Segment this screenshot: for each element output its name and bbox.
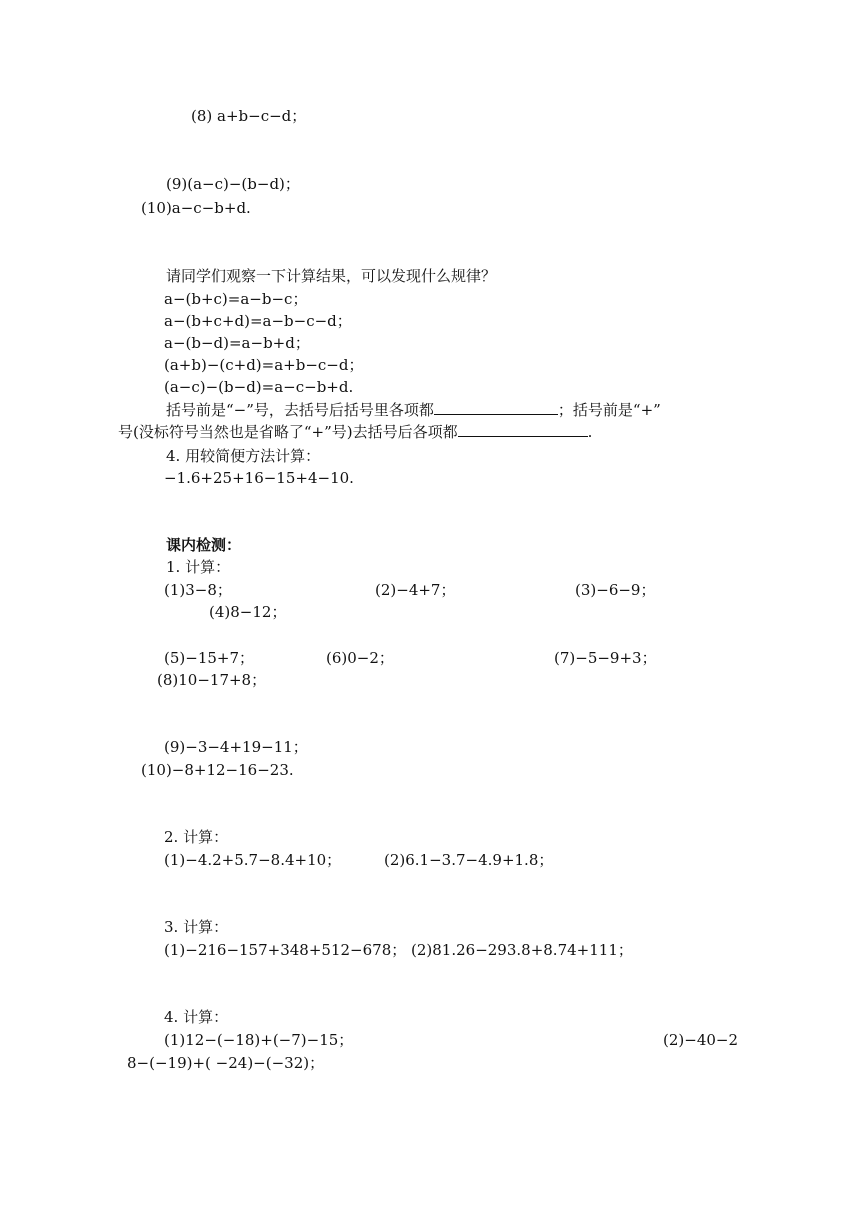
problem-3-item-2: (2)81.26−293.8+8.74+111； <box>411 941 633 959</box>
problem-2-item-1: (1)−4.2+5.7−8.4+10； <box>164 851 342 869</box>
problem-1-item-9: (9)−3−4+19−11； <box>164 738 308 756</box>
rule-text-continued: 号(没标符号当然也是省略了“+”号)去括号后各项都 <box>118 423 458 441</box>
problem-4-item-2-start: (2)−40−2 <box>663 1031 739 1049</box>
problem-1-item-7: (7)−5−9+3； <box>554 649 657 667</box>
equation-2: a−(b+c+d)=a−b−c−d； <box>164 312 352 330</box>
problem-1-title: 1. 计算： <box>166 558 231 576</box>
rule-line-2 <box>118 421 592 442</box>
equation-3: a−(b−d)=a−b+d； <box>164 334 310 352</box>
problem-1-item-8: (8)10−17+8； <box>157 671 267 689</box>
item-9: (9)(a−c)−(b−d)； <box>166 175 300 193</box>
question-4-expression: −1.6+25+16−15+4−10. <box>164 469 354 487</box>
rule-text-minus: 括号前是“−”号，去括号后括号里各项都 <box>166 401 434 419</box>
check-heading: 课内检测： <box>166 536 242 554</box>
answer-blank-1[interactable] <box>434 399 558 415</box>
problem-3-title: 3. 计算： <box>164 918 229 936</box>
rule-text-plus: ；括号前是“+” <box>557 401 661 419</box>
problem-1-item-10: (10)−8+12−16−23. <box>141 761 294 779</box>
problem-1-item-6: (6)0−2； <box>326 649 394 667</box>
problem-2-title: 2. 计算： <box>164 828 229 846</box>
equation-4: (a+b)−(c+d)=a+b−c−d； <box>164 356 364 374</box>
observe-prompt: 请同学们观察一下计算结果，可以发现什么规律？ <box>166 267 497 285</box>
answer-blank-2[interactable] <box>458 421 588 437</box>
problem-4-item-1: (1)12−(−18)+(−7)−15； <box>164 1031 354 1049</box>
item-10: (10)a−c−b+d. <box>141 199 251 217</box>
equation-1: a−(b+c)=a−b−c； <box>164 290 308 308</box>
problem-4-title: 4. 计算： <box>164 1008 229 1026</box>
question-4-title: 4. 用较简便方法计算： <box>166 447 321 465</box>
problem-1-item-5: (5)−15+7； <box>164 649 255 667</box>
problem-1-item-4: (4)8−12； <box>209 603 287 621</box>
problem-4-item-2-continued: 8−(−19)+( −24)−(−32)； <box>127 1054 325 1072</box>
rule-line-1 <box>166 399 661 420</box>
rule-end: . <box>587 423 593 441</box>
problem-1-item-3: (3)−6−9； <box>575 581 656 599</box>
equation-5: (a−c)−(b−d)=a−c−b+d. <box>164 378 354 396</box>
item-8: (8) a+b−c−d； <box>191 107 307 125</box>
problem-1-item-2: (2)−4+7； <box>375 581 456 599</box>
problem-3-item-1: (1)−216−157+348+512−678； <box>164 941 407 959</box>
problem-2-item-2: (2)6.1−3.7−4.9+1.8； <box>384 851 554 869</box>
problem-1-item-1: (1)3−8； <box>164 581 232 599</box>
